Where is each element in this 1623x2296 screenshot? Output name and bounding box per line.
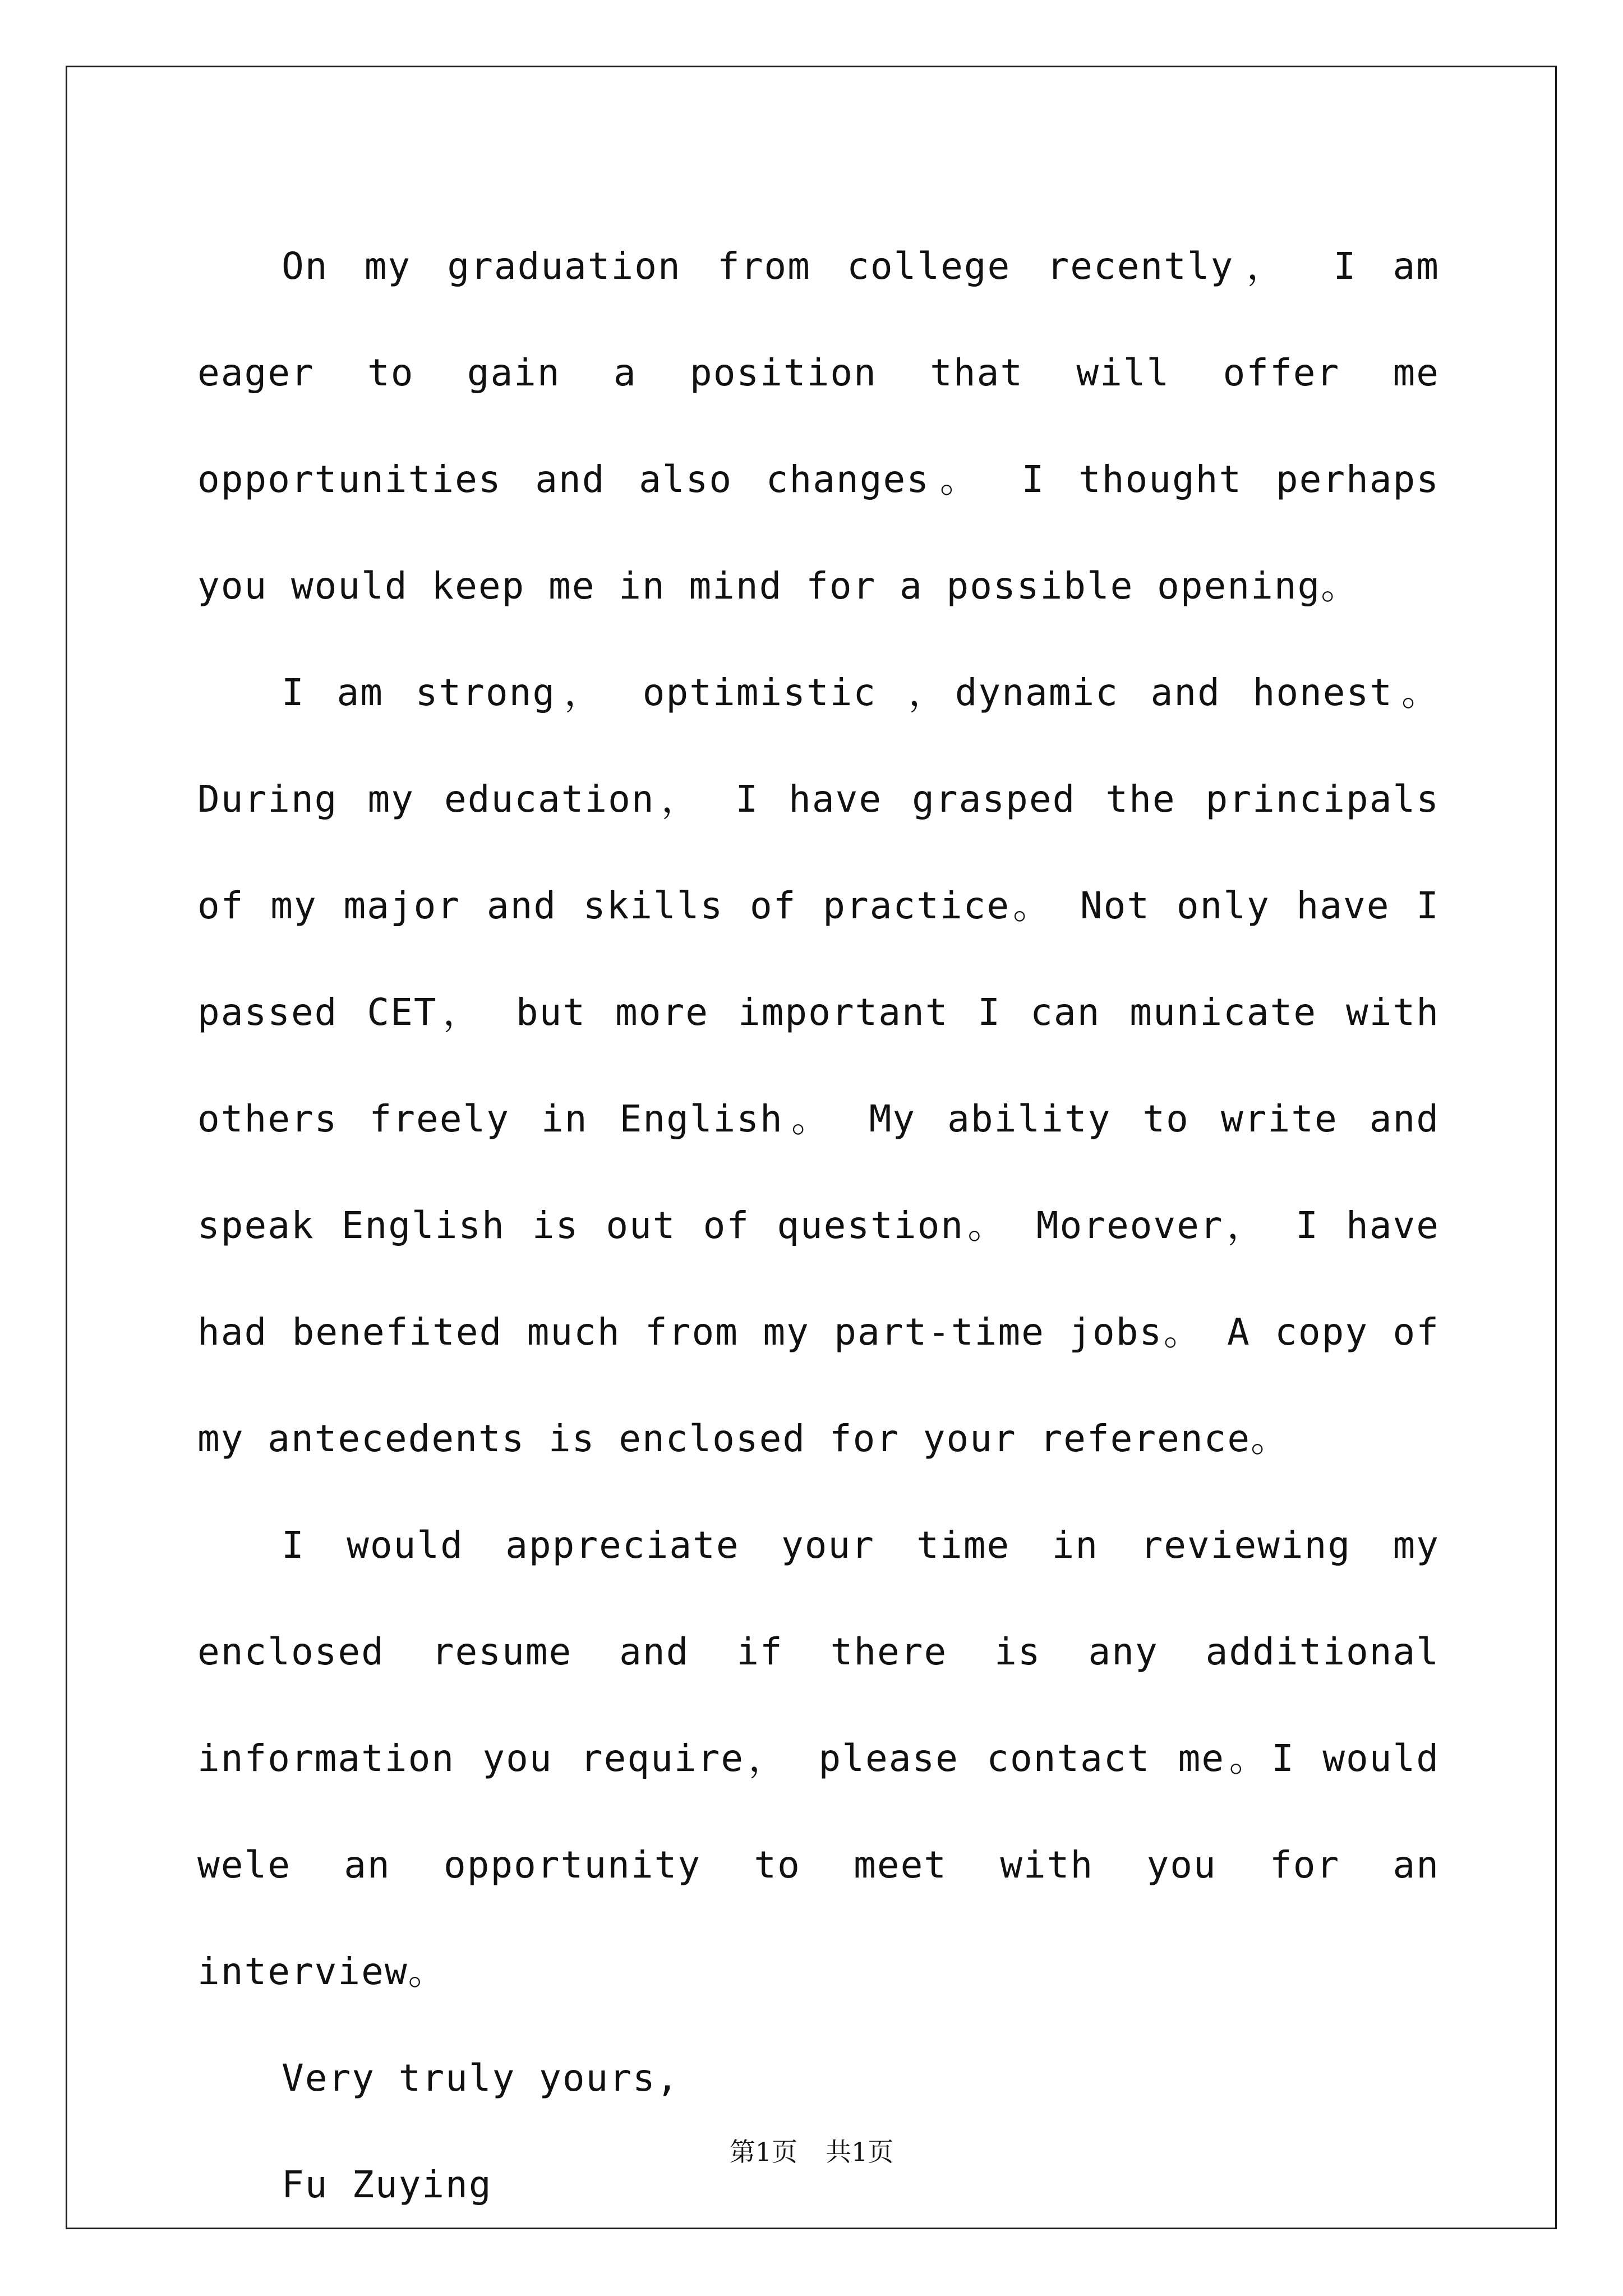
closing-line: Very truly yours, [282, 2056, 680, 2100]
paragraph-1: On my graduation from college recently， I am eager to gain a position that will offer me opportunities and also changes。 I thought perhaps you would keep me in mind for a possible opening。 [197, 245, 1440, 608]
page-footer [0, 2132, 1623, 2169]
page-total: 共1页 [826, 2137, 894, 2167]
letter-body [197, 213, 1440, 2238]
paragraph-2: I am strong， optimistic ，dynamic and honest。During my education， I have grasped the principals of my major and skills of practice。 Not only have I passed CET， but more important I can municate with others freely in English。 My ability to write and speak English is out of question。 Moreover， I have had benefited much from my part-time jobs。 A copy of my antecedents is enclosed for your reference。 [197, 671, 1440, 1460]
paragraph-3: I would appreciate your time in reviewing my enclosed resume and if there is any additional information you require， please contact me。I would wele an opportunity to meet with you for an interview。 [197, 1524, 1440, 1993]
signature: Fu Zuying [282, 2163, 492, 2206]
page-number: 第1页 [729, 2137, 797, 2167]
